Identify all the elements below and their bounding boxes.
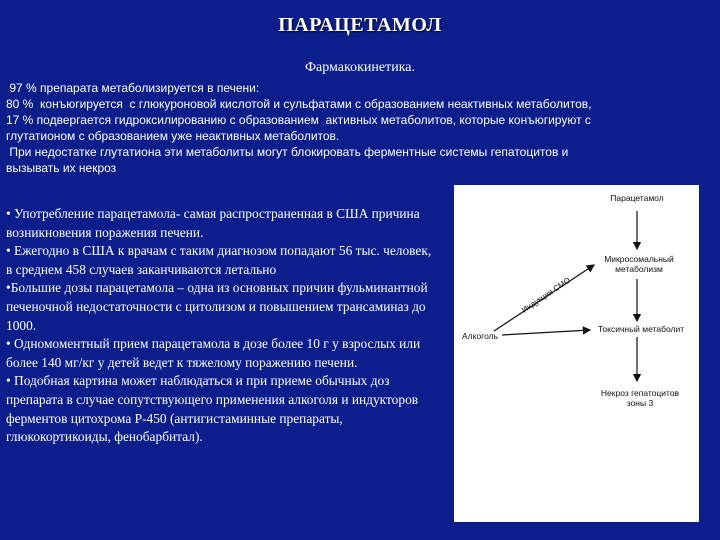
bullet-item: • Подобная картина может наблюдаться и при приеме обычных доз препарата в случае сопутствующего применения алкоголя и индукторов ферментов цитохрома Р-450 (антигистаминные препараты, глюкокортикоиды, фенобарбитал). bbox=[6, 373, 419, 445]
node-microsomal-line2: метаболизм bbox=[615, 264, 663, 274]
slide-title: ПАРАЦЕТАМОЛ bbox=[278, 14, 442, 36]
bullet-item: • Ежегодно в США к врачам с таким диагнозом попадают 56 тыс. человек, в среднем 458 случаев заканчиваются летально bbox=[6, 243, 432, 277]
intro-line: При недостатке глутатиона эти метаболиты могут блокировать ферментные системы гепатоцитов и bbox=[6, 145, 569, 159]
node-microsomal-line1: Микросомальный bbox=[604, 254, 674, 264]
intro-line: 97 % препарата метаболизируется в печени: bbox=[6, 81, 260, 95]
bullet-item: • Одномоментный прием парацетамола в дозе более 10 г у взрослых или более 140 мг/кг у детей ведет к тяжелому поражению печени. bbox=[6, 336, 421, 370]
node-necrosis-line1: Некроз гепатоцитов bbox=[600, 388, 680, 398]
bullet-list bbox=[6, 205, 438, 447]
bullet-item: • Употребление парацетамола- самая распространенная в США причина возникновения поражения печени. bbox=[6, 206, 420, 240]
intro-line: глутатионом с образованием уже неактивных метаболитов. bbox=[6, 129, 340, 143]
intro-line: 17 % подвергается гидроксилированию с образованием активных метаболитов, которые конъюгируют с bbox=[6, 113, 591, 127]
intro-text bbox=[6, 80, 710, 176]
node-paracetamol: Парацетамол bbox=[610, 193, 664, 203]
bullet-item: •Большие дозы парацетамола – одна из основных причин фульминантной печеночной недостаточности с цитолизом и повышением трансаминаз до 1000. bbox=[6, 280, 428, 333]
induction-label: Индукция СМО bbox=[520, 275, 572, 315]
node-necrosis bbox=[594, 388, 686, 408]
metabolism-diagram bbox=[454, 185, 699, 522]
intro-line: вызывать их некроз bbox=[6, 161, 117, 175]
arrow-alcohol-to-toxic bbox=[502, 330, 590, 335]
slide-subtitle: Фармакокинетика. bbox=[304, 60, 416, 75]
intro-line: 80 % конъюгируется с глюкуроновой кислотой и сульфатами с образованием неактивных метаболитов, bbox=[6, 97, 592, 111]
node-necrosis-line2: зоны 3 bbox=[626, 398, 654, 408]
node-toxic-metabolite: Токсичный метаболит bbox=[597, 324, 685, 334]
node-microsomal bbox=[599, 254, 679, 274]
diagram-arrows bbox=[454, 185, 699, 522]
node-alcohol: Алкоголь bbox=[462, 331, 499, 341]
